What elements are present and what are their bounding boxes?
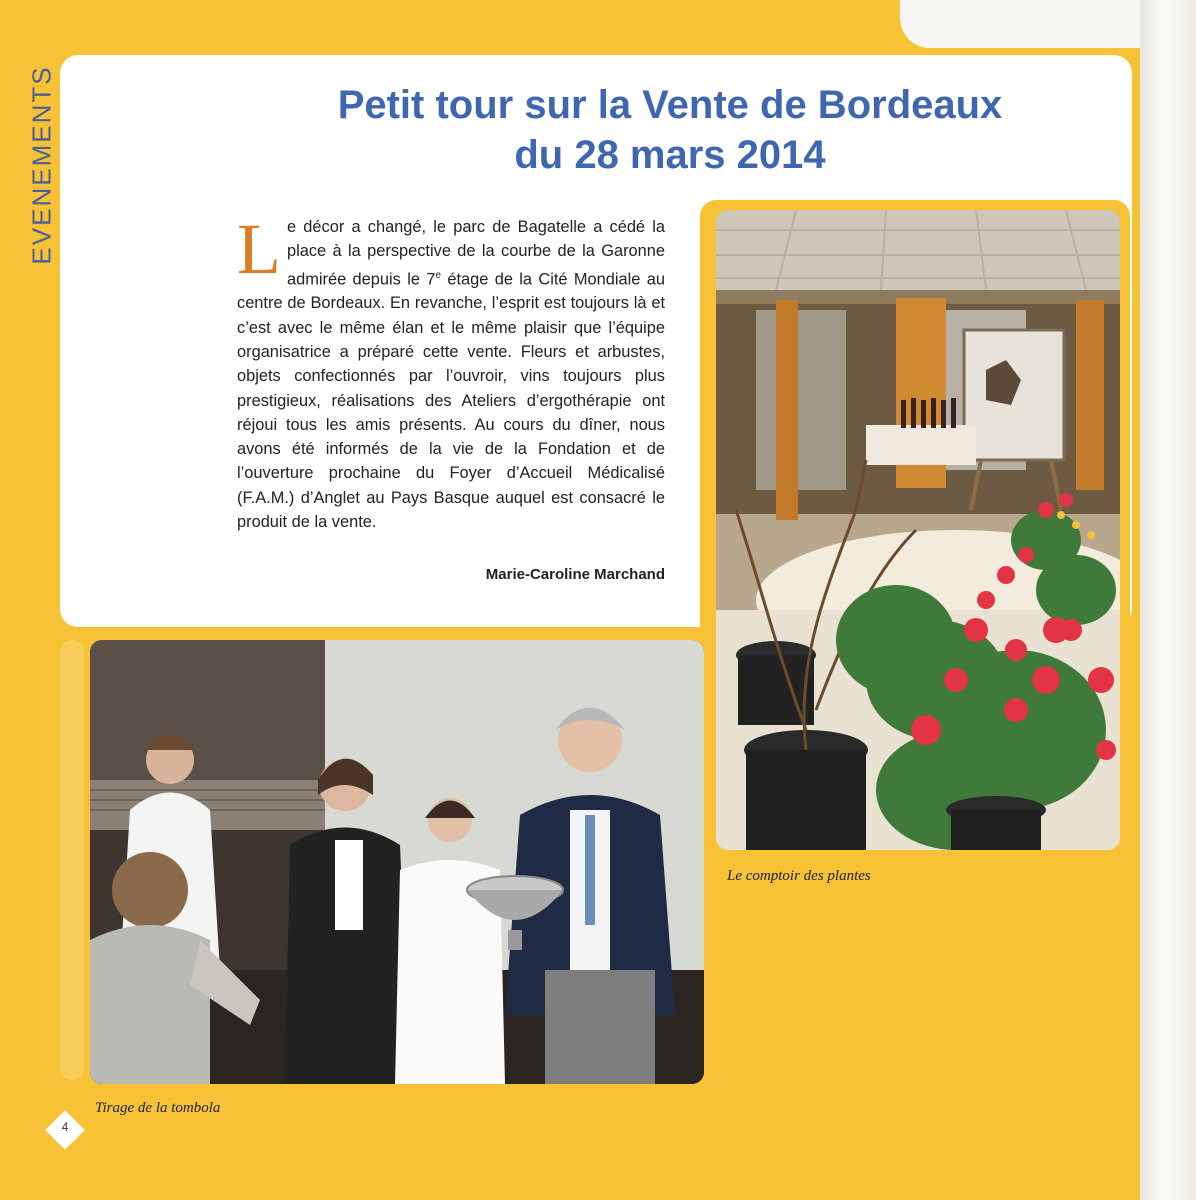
article-text-1: e décor a changé, le parc de Bagatelle a cédé la place à la perspective de la courbe de la Garonne admirée depuis le 7 xyxy=(286,218,665,289)
article-text-2: étage de la Cité Mondiale au centre de Bordeaux. En revanche, l’esprit est toujours là et c’est avec le même élan et le même plaisir que l’équipe organisatrice a préparé cette vente. Fleurs et arbustes, objets confectionnés par l’ouvroir, vins toujours plus prestigieux, réalisations des Ateliers d’ergothérapie ont réjoui tous les amis présents. Au cours du dîner, nous avons été informés de la vie de la Fondation et de l’ouverture prochaine du Foyer d’Accueil Médicalisé (F.A.M.) d’Anglet au Pays Basque auquel est consacré le produit de la vente. xyxy=(237,270,665,532)
tombola-photo-image xyxy=(90,640,704,1084)
section-label xyxy=(22,60,62,270)
tombola-photo xyxy=(90,640,704,1084)
tombola-caption: Tirage de la tombola xyxy=(95,1100,221,1116)
page-gutter xyxy=(1140,0,1196,1200)
article-body xyxy=(237,209,665,534)
title-line-1: Petit tour sur la Vente de Bordeaux xyxy=(337,83,1003,127)
article-title xyxy=(200,80,1140,180)
plants-photo-frame xyxy=(700,200,1130,860)
plants-photo-image xyxy=(716,210,1120,850)
top-margin xyxy=(900,0,1140,48)
superscript-e: e xyxy=(435,269,441,281)
section-label-text: EVENEMENTS xyxy=(26,65,57,265)
plants-caption: Le comptoir des plantes xyxy=(727,868,871,884)
faded-background-block xyxy=(60,640,84,1080)
page-number: 4 xyxy=(61,1120,69,1134)
page-number-badge xyxy=(45,1110,85,1150)
top-tab xyxy=(0,0,900,48)
title-line-2: du 28 mars 2014 xyxy=(514,133,826,177)
plants-photo xyxy=(716,210,1120,850)
article-author: Marie-Caroline Marchand xyxy=(485,566,665,583)
drop-cap: L xyxy=(237,209,281,289)
